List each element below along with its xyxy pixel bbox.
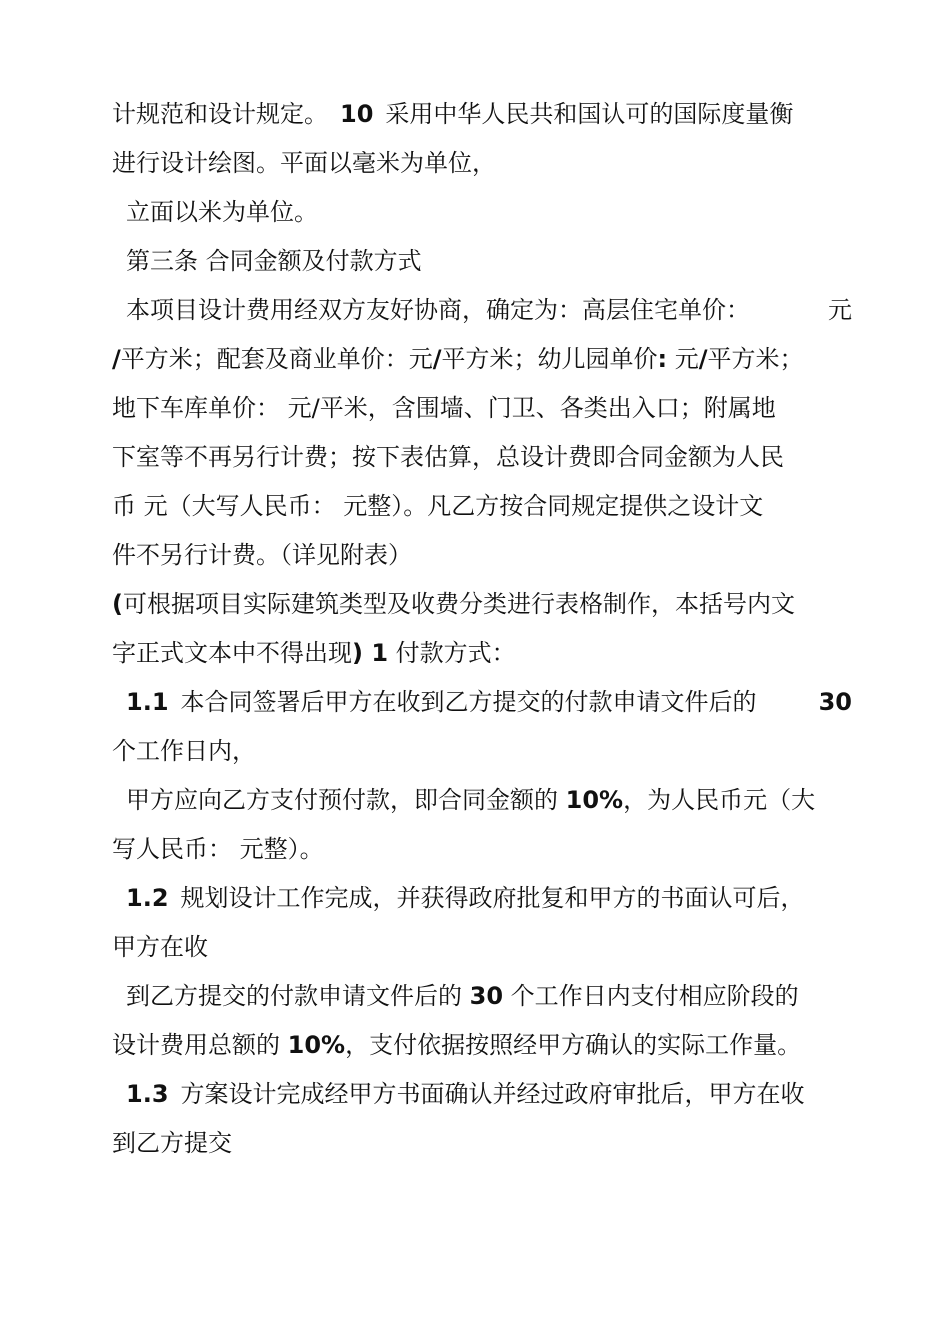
text-segment: 规划设计工作完成，并获得政府批复和甲方的书面认可后，	[180, 884, 805, 912]
text-segment: 计规范和设计规定。	[112, 100, 328, 128]
text-segment: /	[432, 345, 442, 373]
text-line: 甲方在收	[112, 933, 208, 961]
text-segment: :	[657, 345, 668, 373]
text-segment: 元	[667, 345, 699, 373]
text-segment: 采用中华人民共和国认可的国际度量衡	[385, 100, 794, 128]
text-line	[112, 629, 852, 678]
text-segment: /	[112, 345, 121, 373]
text-line	[112, 1021, 852, 1070]
text-line: 写人民币： 元整）。	[112, 835, 324, 863]
text-line	[112, 580, 852, 629]
text-line: 个工作日内，	[112, 737, 256, 765]
text-line: 币 元（大写人民币： 元整）。凡乙方按合同规定提供之设计文	[112, 492, 764, 520]
text-segment: (	[112, 590, 123, 618]
text-line: 立面以米为单位。	[126, 198, 318, 226]
text-segment: 本项目设计费用经双方友好协商，确定为：高层住宅单价：	[126, 296, 750, 324]
text-line	[112, 874, 852, 923]
document-body	[112, 90, 852, 1168]
text-segment: 10%	[565, 786, 624, 814]
text-segment: 30	[818, 688, 852, 716]
text-segment: 甲方应向乙方支付预付款，即合同金额的	[126, 786, 566, 814]
text-segment: 平方米；配套及商业单价：元	[120, 345, 433, 373]
clause-number: 1.2	[126, 884, 169, 912]
text-segment: 平方米；	[707, 345, 804, 373]
text-line	[112, 90, 852, 139]
text-line	[112, 972, 852, 1021]
text-segment: 到乙方提交的付款申请文件后的	[126, 982, 470, 1010]
text-segment: 个工作日内支付相应阶段的	[503, 982, 799, 1010]
clause-number: 1.1	[126, 688, 169, 716]
text-segment: ，为人民币元（大	[623, 786, 816, 814]
text-line: 下室等不再另行计费；按下表估算，总设计费即合同金额为人民	[112, 443, 784, 471]
article-heading: 第三条 合同金额及付款方式	[126, 247, 422, 275]
text-line	[112, 678, 852, 727]
text-segment: 30	[469, 982, 504, 1010]
text-line	[112, 286, 852, 335]
text-segment: 平方米；幼儿园单价	[441, 345, 658, 373]
text-line	[112, 335, 852, 384]
text-segment: 方案设计完成经甲方书面确认并经过政府审批后，甲方在收	[180, 1080, 805, 1108]
text-segment: 设计费用总额的	[112, 1031, 288, 1059]
text-line: 进行设计绘图。平面以毫米为单位，	[112, 149, 496, 177]
text-line: 件不另行计费。（详见附表）	[112, 541, 412, 569]
text-segment: /	[698, 345, 708, 373]
text-segment: 付款方式：	[388, 639, 516, 667]
text-line: 地下车库单价： 元/平米，含围墙、门卫、各类出入口；附属地	[112, 394, 776, 422]
text-line: 到乙方提交	[112, 1129, 232, 1157]
clause-number: 10	[340, 100, 374, 128]
text-segment: 10%	[287, 1031, 346, 1059]
text-segment: 本合同签署后甲方在收到乙方提交的付款申请文件后的	[180, 688, 757, 716]
text-line	[112, 1070, 852, 1119]
clause-number: ) 1	[352, 639, 389, 667]
text-segment: 元	[828, 296, 852, 324]
text-segment: ，支付依据按照经甲方确认的实际工作量。	[345, 1031, 802, 1059]
clause-number: 1.3	[126, 1080, 169, 1108]
text-segment: 可根据项目实际建筑类型及收费分类进行表格制作，本括号内文	[122, 590, 795, 618]
text-line	[112, 776, 852, 825]
text-segment: 字正式文本中不得出现	[112, 639, 352, 667]
